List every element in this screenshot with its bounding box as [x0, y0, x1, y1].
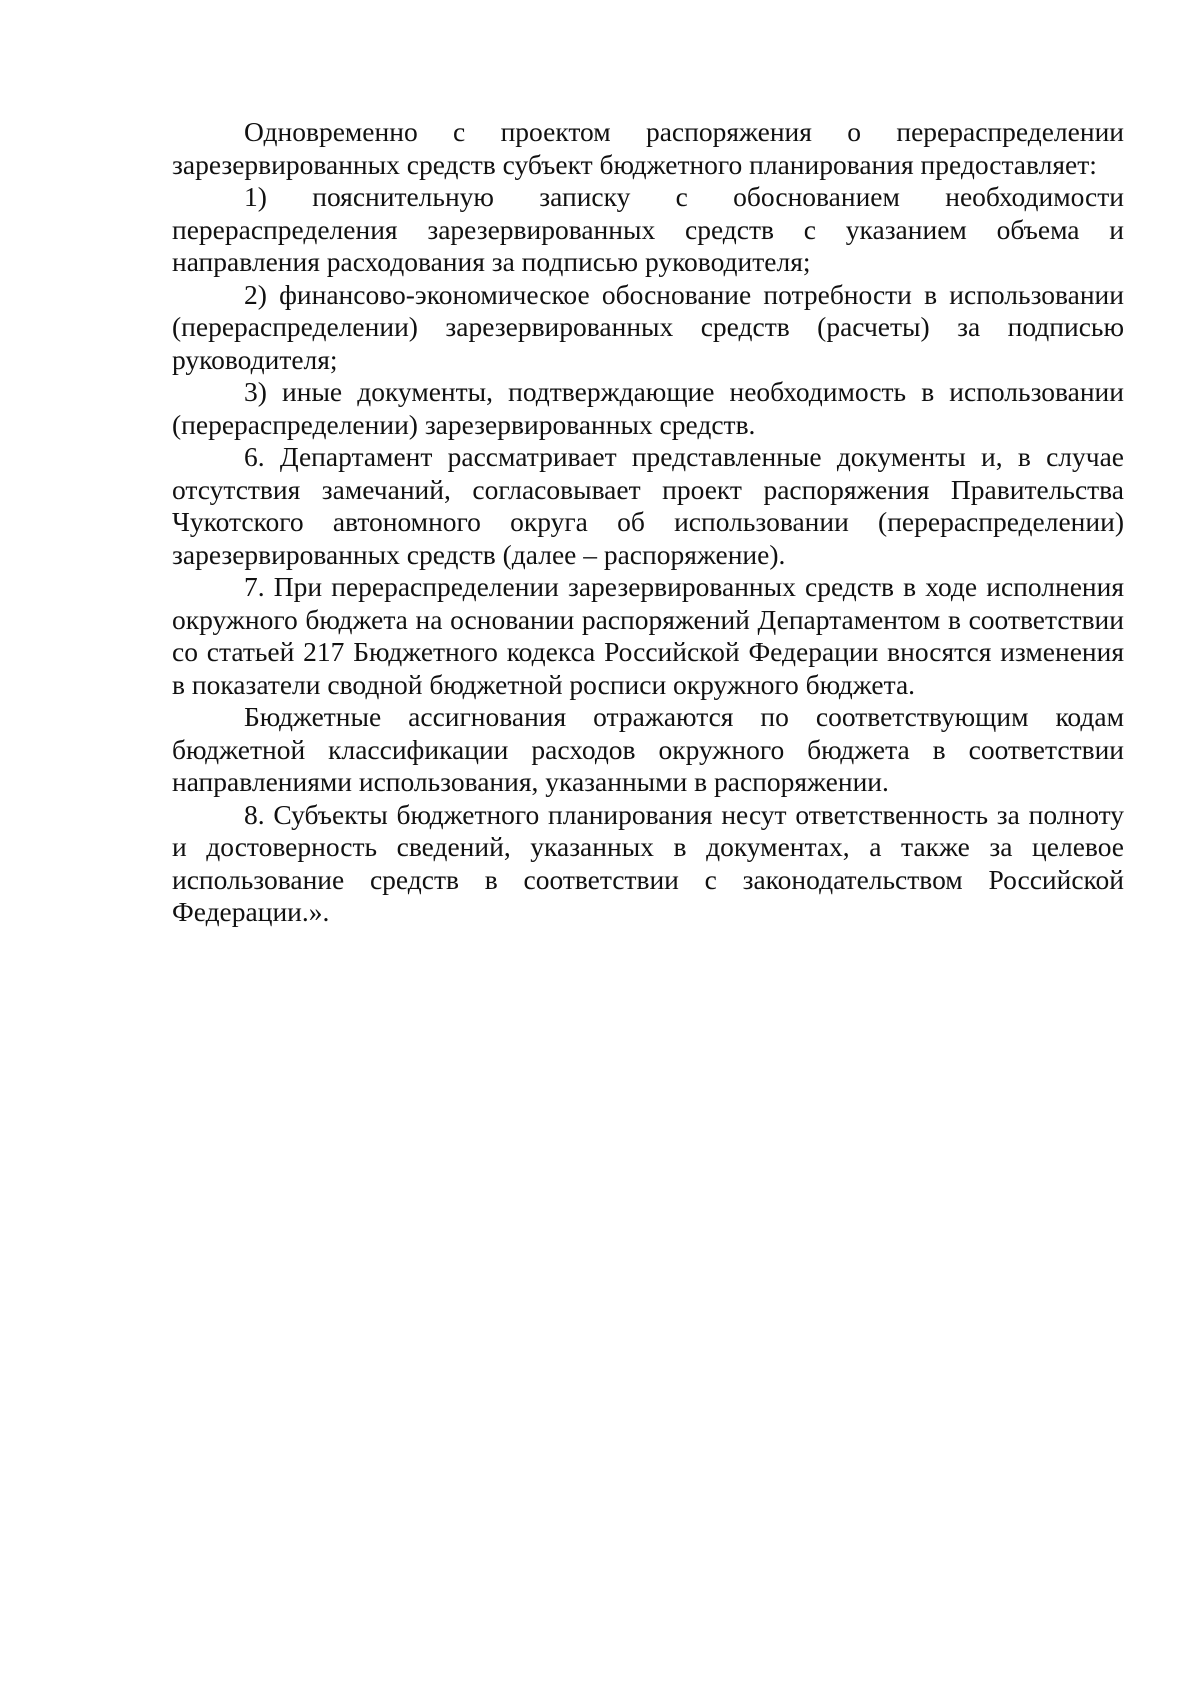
paragraph-clause-8: 8. Субъекты бюджетного планирования несут ответственность за полноту и достоверность сведений, указанных в документах, а также за целевое использование средств в соответствии с законодательством Российской Федерации.». — [172, 798, 1124, 927]
paragraph-clause-6: 6. Департамент рассматривает представленные документы и, в случае отсутствия замечаний, согласовывает проект распоряжения Правительства Чукотского автономного округа об использовании (перераспределении) зарезервированных средств (далее – распоряжение). — [172, 441, 1124, 570]
paragraph-item-2-financial-justification: 2) финансово-экономическое обоснование потребности в использовании (перераспределении) зарезервированных средств (расчеты) за подписью руководителя; — [172, 278, 1124, 375]
document-body — [172, 116, 1124, 929]
paragraph-item-3-other-documents: 3) иные документы, подтверждающие необходимость в использовании (перераспределении) зарезервированных средств. — [172, 376, 1124, 440]
paragraph-submission-intro: Одновременно с проектом распоряжения о перераспределении зарезервированных средств субъект бюджетного планирования предоставляет: — [172, 116, 1124, 180]
paragraph-item-1-explanatory-note: 1) пояснительную записку с обоснованием необходимости перераспределения зарезервированных средств с указанием объема и направления расходования за подписью руководителя; — [172, 181, 1124, 277]
paragraph-clause-7: 7. При перераспределении зарезервированных средств в ходе исполнения окружного бюджета на основании распоряжений Департаментом в соответствии со статьей 217 Бюджетного кодекса Российской Федерации вносятся изменения в показатели сводной бюджетной росписи окружного бюджета. — [172, 571, 1124, 700]
paragraph-budget-allocations: Бюджетные ассигнования отражаются по соответствующим кодам бюджетной классификации расходов окружного бюджета в соответствии направлениями использования, указанными в распоряжении. — [172, 701, 1124, 797]
